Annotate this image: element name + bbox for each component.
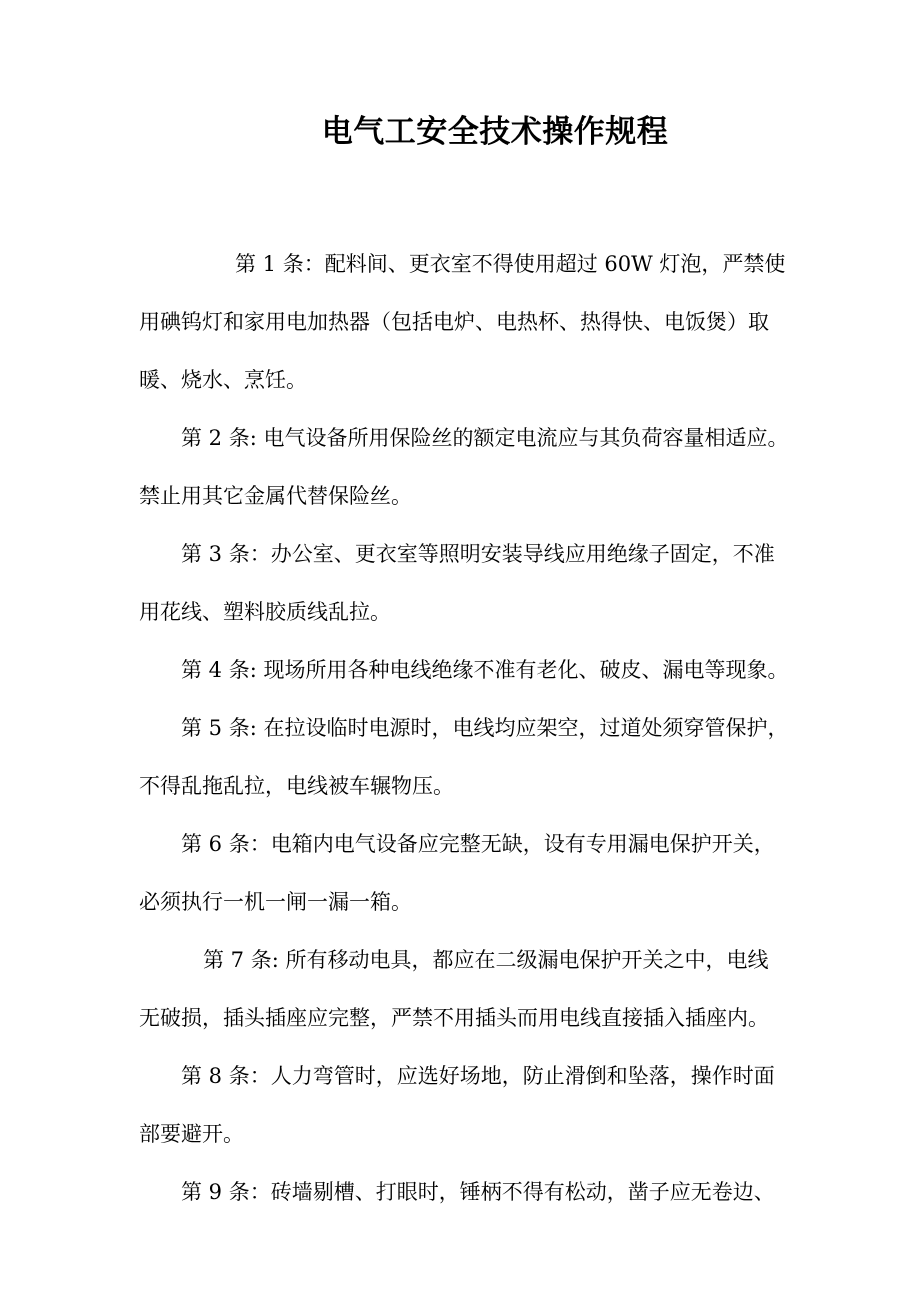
document-title: 电气工安全技术操作规程: [321, 114, 669, 150]
article-3-line-1: 第 3 条：办公室、更衣室等照明安装导线应用绝缘子固定，不准: [181, 542, 775, 566]
article-9-line-1: 第 9 条：砖墙剔槽、打眼时，锤柄不得有松动，凿子应无卷边、: [181, 1180, 775, 1204]
article-1-line-3: 暖、烧水、烹饪。: [139, 368, 307, 392]
document-body: [139, 244, 797, 1230]
article-3-line-2: 用花线、塑料胶质线乱拉。: [139, 600, 391, 624]
article-5-line-1: 第 5 条: 在拉设临时电源时，电线均应架空，过道处须穿管保护，: [181, 716, 789, 740]
article-8-line-1: 第 8 条：人力弯管时，应选好场地，防止滑倒和坠落，操作时面: [181, 1064, 775, 1088]
article-1-line-1: 第 1 条：配料间、更衣室不得使用超过 60W 灯泡，严禁使: [235, 252, 786, 276]
article-6-line-2: 必须执行一机一闸一漏一箱。: [139, 890, 412, 914]
article-2-line-1: 第 2 条: 电气设备所用保险丝的额定电流应与其负荷容量相适应。: [181, 426, 789, 450]
article-1-line-2: 用碘钨灯和家用电加热器（包括电炉、电热杯、热得快、电饭煲）取: [139, 310, 769, 334]
article-7-line-2: 无破损，插头插座应完整，严禁不用插头而用电线直接插入插座内。: [139, 1006, 769, 1030]
article-6-line-1: 第 6 条：电箱内电气设备应完整无缺，设有专用漏电保护开关，: [181, 832, 775, 856]
article-4-line-1: 第 4 条: 现场所用各种电线绝缘不准有老化、破皮、漏电等现象。: [181, 658, 789, 682]
article-2-line-2: 禁止用其它金属代替保险丝。: [139, 484, 412, 508]
article-5-line-2: 不得乱拖乱拉，电线被车辗物压。: [139, 774, 454, 798]
article-7-line-1: 第 7 条: 所有移动电具，都应在二级漏电保护开关之中，电线: [203, 948, 769, 972]
article-8-line-2: 部要避开。: [139, 1122, 244, 1146]
